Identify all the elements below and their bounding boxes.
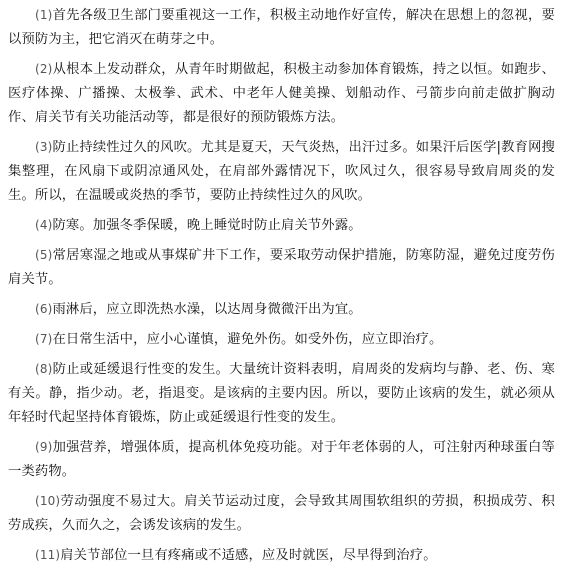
paragraph-1 xyxy=(8,3,555,52)
paragraph-6 xyxy=(8,297,555,322)
item-text: 防寒。加强冬季保暖，晚上睡觉时防止肩关节外露。 xyxy=(52,218,362,233)
item-text: 雨淋后，应立即洗热水澡，以达周身微微汗出为宜。 xyxy=(52,302,362,317)
item-number: (4) xyxy=(35,218,53,232)
item-number: (8) xyxy=(35,362,53,376)
item-text: 从根本上发动群众，从青年时期做起，积极主动参加体育锻炼，持之以恒。如跑步、医疗体操、广播操、太极拳、武术、中老年人健美操、划船动作、弓箭步向前走做扩胸动作、肩关节有关功能活动等，都是很好的预防锻炼方法。 xyxy=(8,62,555,125)
item-number: (5) xyxy=(35,248,53,262)
item-number: (11) xyxy=(35,548,61,562)
item-text: 在日常生活中，应小心谨慎，避免外伤。如受外伤，应立即治疗。 xyxy=(52,332,443,347)
paragraph-5 xyxy=(8,243,555,292)
item-text: 防止或延缓退行性变的发生。大量统计资料表明，肩周炎的发病均与静、老、伤、寒有关。静，指少动。老，指退变。是该病的主要内因。所以，要防止该病的发生，就必须从年轻时代起坚持体育锻炼，防止或延缓退行性变的发生。 xyxy=(8,362,555,425)
paragraph-7 xyxy=(8,327,555,352)
item-number: (10) xyxy=(35,494,61,508)
item-number: (1) xyxy=(35,8,53,22)
paragraph-3 xyxy=(8,135,555,208)
item-number: (6) xyxy=(35,302,53,316)
paragraph-9 xyxy=(8,435,555,484)
item-text: 防止持续性过久的风吹。尤其是夏天，天气炎热，出汗过多。如果汗后医学|教育网搜集整理，在风扇下或阴凉通风处，在肩部外露情况下，吹风过久，很容易导致肩周炎的发生。所以，在温暖或炎热的季节，要防止持续性过久的风吹。 xyxy=(8,140,555,203)
item-text: 肩关节部位一旦有疼痛或不适感，应及时就医，尽早得到治疗。 xyxy=(60,548,437,563)
item-number: (2) xyxy=(35,62,53,76)
item-text: 劳动强度不易过大。肩关节运动过度，会导致其周围软组织的劳损，积损成劳、积劳成疾，久而久之，会诱发该病的发生。 xyxy=(8,494,555,533)
item-text: 加强营养，增强体质，提高机体免疫功能。对于年老体弱的人，可注射丙种球蛋白等一类药物。 xyxy=(8,440,555,479)
item-number: (3) xyxy=(35,140,53,154)
item-text: 常居寒湿之地或从事煤矿井下工作，要采取劳动保护措施，防寒防湿，避免过度劳伤肩关节。 xyxy=(8,248,555,287)
item-text: 首先各级卫生部门要重视这一工作，积极主动地作好宣传，解决在思想上的忽视，要以预防为主，把它消灭在萌芽之中。 xyxy=(8,8,555,47)
paragraph-10 xyxy=(8,489,555,538)
paragraph-2 xyxy=(8,57,555,130)
paragraph-8 xyxy=(8,357,555,430)
paragraph-4 xyxy=(8,213,555,238)
item-number: (9) xyxy=(35,440,53,454)
paragraph-11 xyxy=(8,543,555,568)
item-number: (7) xyxy=(35,332,53,346)
